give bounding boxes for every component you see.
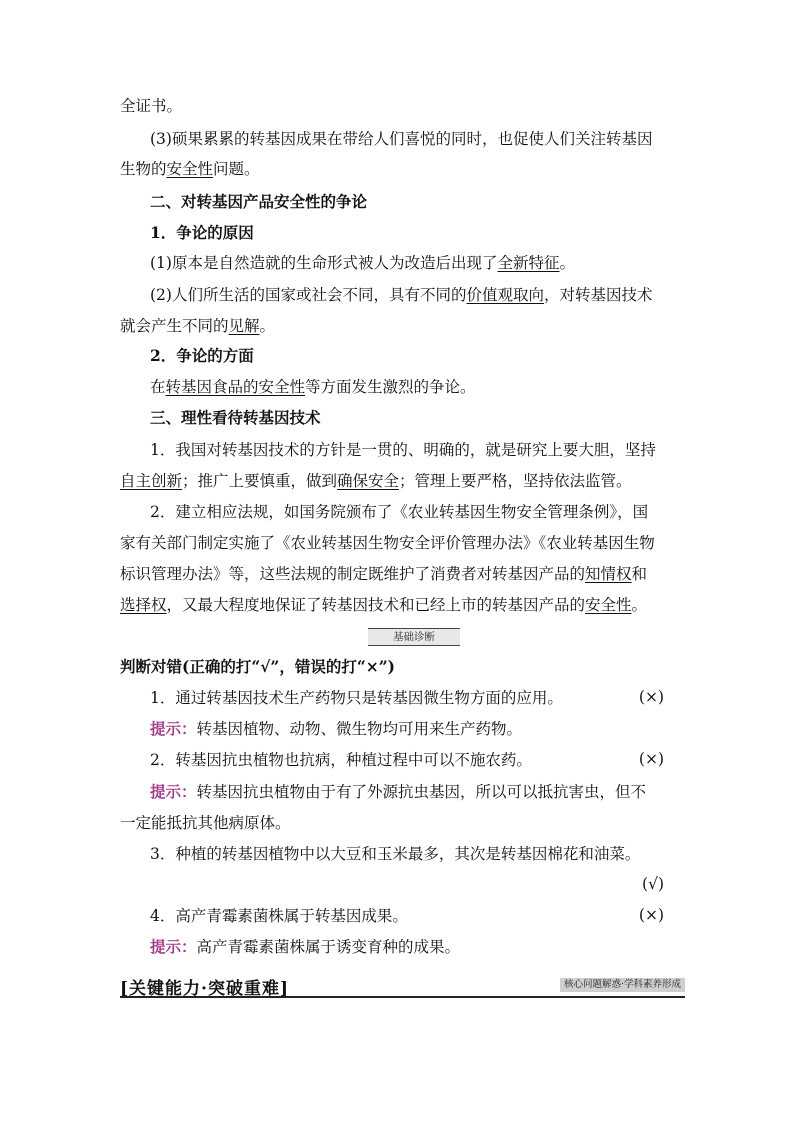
- underlined-term: 安全性: [585, 596, 632, 614]
- underlined-term: 确保安全: [337, 472, 400, 490]
- paragraph-line: 自主创新；推广上要慎重，做到确保安全；管理上要严格，坚持依法监管。: [120, 472, 632, 490]
- paragraph-line: 1．我国对转基因技术的方针是一贯的、明确的，就是研究上要大胆，坚持: [150, 441, 656, 459]
- answer-mark: (√): [642, 875, 664, 893]
- paragraph-line: (2)人们所生活的国家或社会不同，具有不同的价值观取向，对转基因技术: [150, 286, 653, 304]
- answer-mark: (×): [638, 688, 664, 706]
- underlined-term: 全新特征: [497, 254, 560, 272]
- tip-label: 提示：: [150, 719, 197, 738]
- quiz-question: 3．种植的转基因植物中以大豆和玉米最多，其次是转基因棉花和油菜。: [150, 845, 641, 863]
- basic-diagnosis-badge: 基础诊断: [368, 628, 460, 646]
- quiz-tip-continued: 一定能抵抗其他病原体。: [120, 814, 291, 832]
- section-heading: 三、理性看待转基因技术: [150, 408, 321, 427]
- underlined-term: 转基因食品的安全性: [165, 378, 306, 396]
- paragraph-line: 选择权，又最大程度地保证了转基因技术和已经上市的转基因产品的安全性。: [120, 596, 648, 614]
- subsection-heading: 2．争论的方面: [150, 346, 254, 365]
- quiz-tip: 提示：转基因抗虫植物由于有了外源抗虫基因，所以可以抵抗害虫，但不: [150, 782, 647, 801]
- paragraph-line: 就会产生不同的见解。: [120, 317, 276, 335]
- underlined-term: 价值观取向: [466, 286, 544, 304]
- paragraph-line: 标识管理办法》等，这些法规的制定既维护了消费者对转基因产品的知情权和: [120, 565, 648, 583]
- section-title: [关键能力·突破重难]: [120, 979, 290, 999]
- paragraph-line: 全证书。: [120, 97, 183, 115]
- tip-label: 提示：: [150, 782, 197, 801]
- section-header-bar: [120, 974, 685, 998]
- quiz-tip: 提示：转基因植物、动物、微生物均可用来生产药物。: [150, 719, 523, 738]
- paragraph-line: 家有关部门制定实施了《农业转基因生物安全评价管理办法》《农业转基因生物: [120, 534, 655, 552]
- paragraph-line: (1)原本是自然造就的生命形式被人为改造后出现了全新特征。: [150, 254, 575, 272]
- section-heading: 二、对转基因产品安全性的争论: [150, 192, 368, 211]
- paragraph-line: 生物的安全性问题。: [120, 160, 260, 178]
- quiz-tip: 提示：高产青霉素菌株属于诱变育种的成果。: [150, 937, 461, 956]
- answer-mark: (×): [638, 906, 664, 924]
- paragraph-line: (3)硕果累累的转基因成果在带给人们喜悦的同时，也促使人们关注转基因: [150, 130, 653, 148]
- quiz-question: 4．高产青霉素菌株属于转基因成果。: [150, 907, 408, 925]
- underlined-term: 选择权: [120, 596, 167, 614]
- paragraph-line: 在转基因食品的安全性等方面发生激烈的争论。: [150, 378, 476, 396]
- tip-label: 提示：: [150, 937, 197, 956]
- underlined-term: 知情权: [585, 565, 632, 583]
- answer-mark: (×): [638, 750, 664, 768]
- paragraph-line: 2．建立相应法规，如国务院颁布了《农业转基因生物安全管理条例》，国: [150, 503, 649, 521]
- section-tag: 核心问题解惑·学科素养形成: [560, 978, 685, 992]
- subsection-heading: 1．争论的原因: [150, 223, 254, 242]
- underlined-term: 安全性: [166, 160, 214, 178]
- underlined-term: 见解: [228, 317, 260, 335]
- quiz-instruction: 判断对错(正确的打“√”，错误的打“×”): [120, 657, 396, 676]
- quiz-question: 2．转基因抗虫植物也抗病，种植过程中可以不施农药。: [150, 751, 532, 769]
- quiz-question: 1．通过转基因技术生产药物只是转基因微生物方面的应用。: [150, 689, 563, 707]
- underlined-term: 自主创新: [120, 472, 183, 490]
